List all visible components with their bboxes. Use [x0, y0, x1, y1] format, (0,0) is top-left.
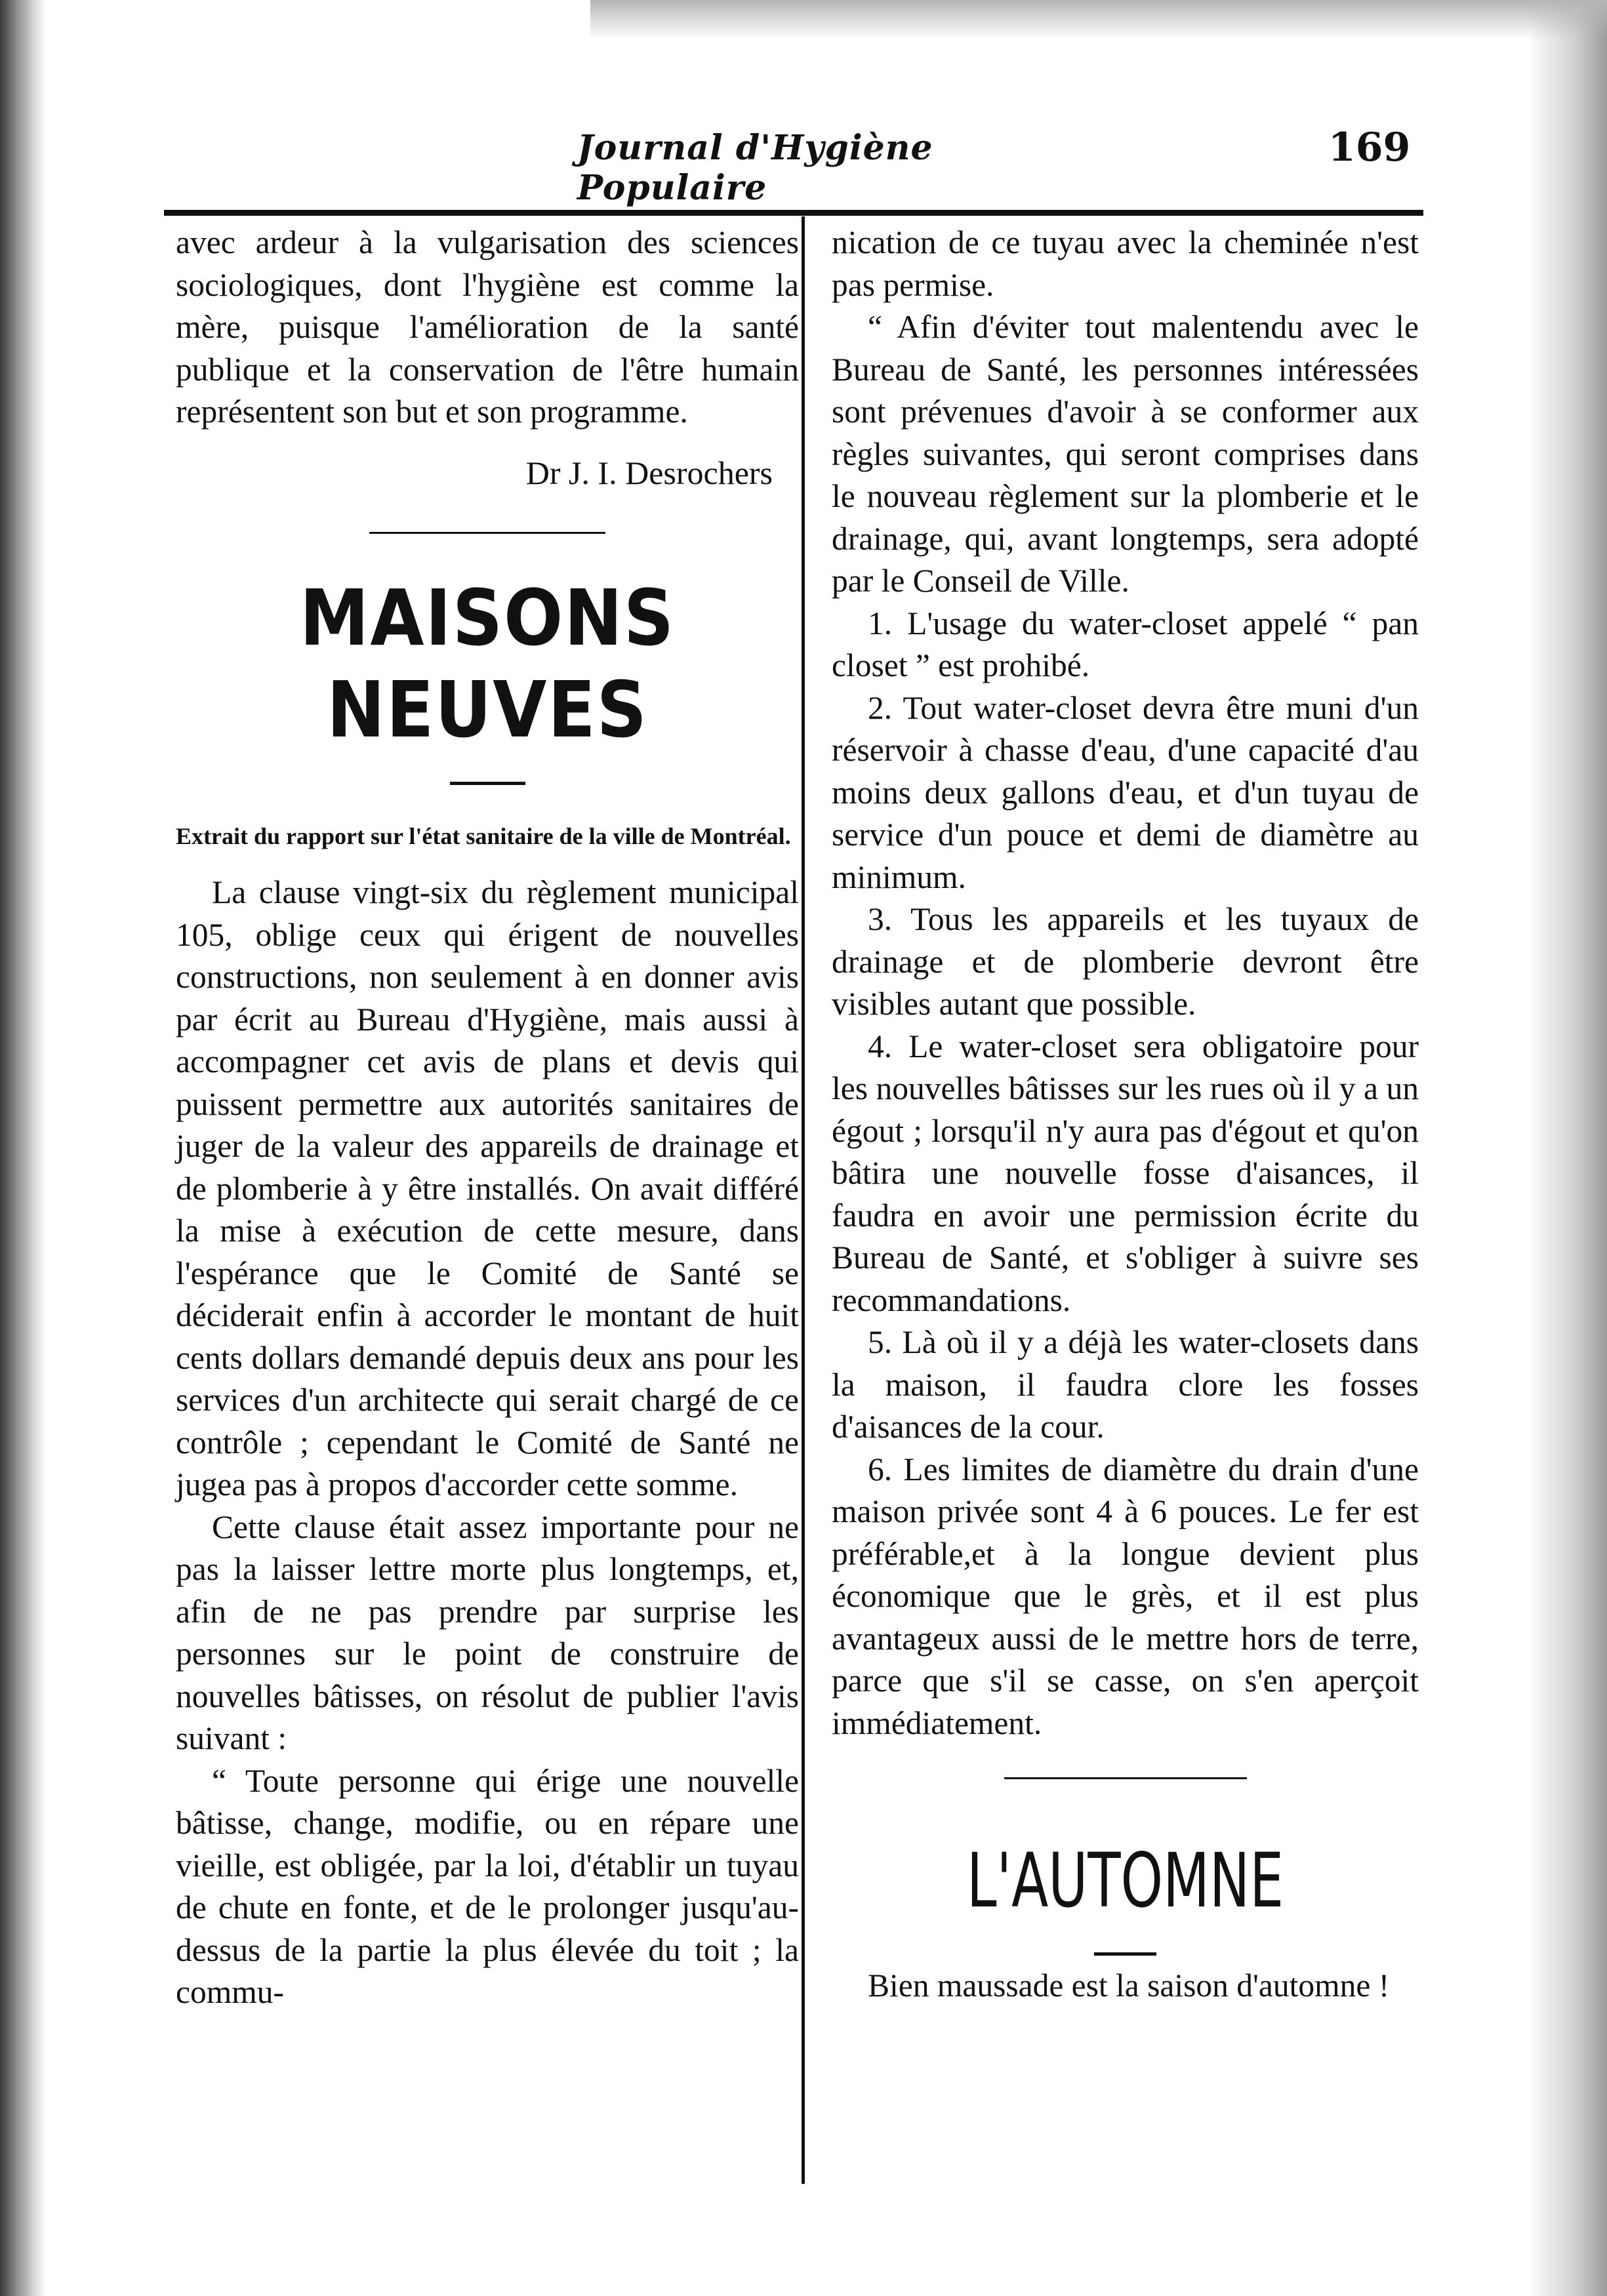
page-number: 169	[1328, 125, 1411, 171]
section-rule	[369, 532, 605, 534]
heading-rule	[1094, 1952, 1156, 1956]
scan-edge-left	[0, 0, 46, 2296]
column-divider	[802, 216, 805, 2184]
section-rule	[1004, 1777, 1247, 1779]
heading-rule	[450, 782, 525, 785]
rule-item: 2. Tout water-closet devra être muni d'un réservoir à chasse d'eau, d'une capacité d'au moins deux gallons d'eau, et d'un tuyau de service d'un pouce et demi de diamètre au minimum.	[832, 689, 1419, 895]
rule-item: 4. Le water-closet sera obligatoire pour les nouvelles bâtisses sur les rues où il y a un égout ; lorsqu'il n'y aura pas d'égout et qu'on bâtira une nouvelle fosse d'aisances, il faudra en avoir une permission écrite du Bureau de Santé, et s'obliger à suivre ses recommandations.	[832, 1028, 1419, 1318]
article-subtitle: Extrait du rapport sur l'état sanitaire de la ville de Montréal.	[176, 823, 791, 849]
article-heading: MAISONS NEUVES	[299, 573, 676, 755]
right-column	[832, 222, 1419, 2007]
paragraph: “ Toute personne qui érige une nouvelle bâtisse, change, modifie, ou en répare une vieille, est obligée, par la loi, d'établir un tuyau de chute en fonte, et de le prolonger jusqu'au-dessus de la partie la plus élevée du toit ; la commu-	[176, 1762, 799, 2010]
article-heading: L'AUTOMNE	[966, 1837, 1284, 1924]
scan-edge-right	[1528, 0, 1607, 2296]
paragraph: nication de ce tuyau avec la cheminée n'est pas permise.	[832, 224, 1419, 303]
author-signature: Dr J. I. Desrochers	[525, 454, 773, 491]
rule-item: 3. Tous les appareils et les tuyaux de drainage et de plomberie devront être visibles autant que possible.	[832, 901, 1419, 1022]
paragraph: La clause vingt-six du règlement municipal 105, oblige ceux qui érigent de nouvelles constructions, non seulement à en donner avis par écrit au Bureau d'Hygiène, mais aussi à accompagner cet avis de plans et devis qui puissent permettre aux autorités sanitaires de juger de la valeur des appareils de drainage et de plomberie à y être installés. On avait différé la mise à exécution de cette mesure, dans l'espérance que le Comité de Santé se déciderait enfin à accorder le montant de huit cents dollars demandé depuis deux ans pour les services d'un architecte qui serait chargé de ce contrôle ; cependant le Comité de Santé ne jugea pas à propos d'accorder cette somme.	[176, 874, 799, 1502]
paragraph: Bien maussade est la saison d'automne !	[868, 1967, 1390, 2004]
rule-item: 5. Là où il y a déjà les water-closets dans la maison, il faudra clore les fosses d'aisances de la cour.	[832, 1324, 1419, 1445]
paragraph: Cette clause était assez importante pour ne pas la laisser lettre morte plus longtemps, et, afin de ne pas prendre par surprise les personnes sur le point de construire de nouvelles bâtisses, on résolut de publier l'avis suivant :	[176, 1508, 799, 1756]
running-head: Journal d'Hygiène Populaire	[577, 128, 933, 208]
rule-item: 1. L'usage du water-closet appelé “ pan closet ” est prohibé.	[832, 605, 1419, 683]
header-rule	[164, 210, 1423, 216]
paragraph: avec ardeur à la vulgarisation des sciences sociologiques, dont l'hygiène est comme la mère, puisque l'amélioration de la santé publique et la conservation de l'être humain représentent son but et son programme.	[176, 224, 799, 430]
scan-edge-top	[590, 0, 1607, 39]
rule-item: 6. Les limites de diamètre du drain d'une maison privée sont 4 à 6 pouces. Le fer est préférable,et à la longue devient plus économique que le grès, et il est plus avantageux aussi de le mettre hors de terre, parce que s'il se casse, on s'en aperçoit immédiatement.	[832, 1451, 1419, 1741]
paragraph: “ Afin d'éviter tout malentendu avec le Bureau de Santé, les personnes intéressées sont prévenues d'avoir à se conformer aux règles suivantes, qui seront comprises dans le nouveau règlement sur la plomberie et le drainage, qui, avant longtemps, sera adopté par le Conseil de Ville.	[832, 309, 1419, 599]
left-column	[176, 222, 799, 2014]
